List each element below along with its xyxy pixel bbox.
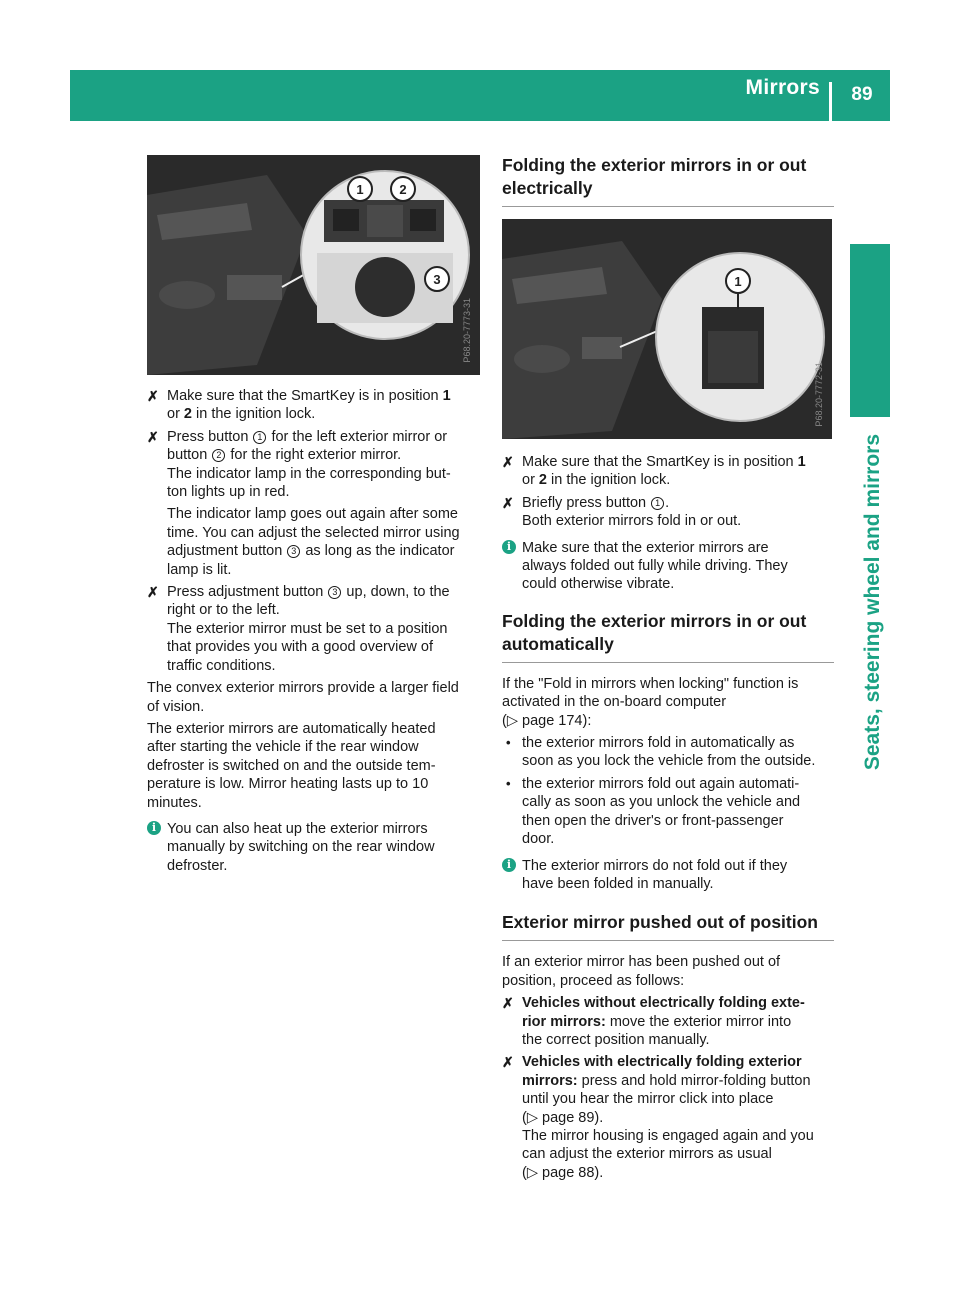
- bullet-icon: •: [506, 775, 511, 791]
- svg-text:2: 2: [399, 182, 407, 197]
- section-heading: Exterior mirror pushed out of position: [502, 912, 818, 933]
- page-header-bar: [70, 70, 890, 121]
- section-heading: Folding the exterior mirrors in or out automatically: [502, 610, 807, 654]
- info-icon: i: [147, 821, 161, 835]
- info-icon: i: [502, 540, 516, 554]
- paragraph: If the "Fold in mirrors when locking" function is activated in the on-board computer (▷ page 174):: [502, 675, 799, 729]
- door-controls-illustration: [147, 155, 480, 375]
- left-column: [147, 155, 482, 879]
- bullet-icon: •: [506, 735, 511, 751]
- step-item: ✗ Vehicles without electrically folding exte- rior mirrors: move the exterior mirror into the correct position manually.: [502, 995, 805, 1048]
- paragraph: If an exterior mirror has been pushed out of position, proceed as follows:: [502, 954, 781, 989]
- right-column: [502, 154, 834, 1186]
- info-icon: i: [502, 858, 516, 872]
- callout-3-icon: 3: [287, 545, 300, 558]
- step-item: ✗ Press adjustment button 3 up, down, to the right or to the left. The exterior mirror must be set to a position that provides you with a good overview of traffic conditions.: [147, 584, 450, 674]
- step-item: ✗ Make sure that the SmartKey is in position 1 or 2 in the ignition lock.: [502, 454, 806, 489]
- step-item: ✗ Briefly press button 1 . Both exterior mirrors fold in or out.: [502, 494, 742, 530]
- paragraph: The exterior mirrors are automatically heated after starting the vehicle if the rear window defroster is switched on and the outside tem- perature is low. Mirror heating lasts up to 10 minutes.: [147, 720, 436, 811]
- chapter-label: Seats, steering wheel and mirrors: [861, 434, 884, 771]
- step-arrow-icon: ✗: [502, 454, 514, 470]
- step-item: ✗ Vehicles with electrically folding exterior mirrors: press and hold mirror-folding button until you hear the mirror click into place (▷ page 89). The mirror housing is engaged again and you can adjust the exterior mirrors as usual (▷ page 88).: [502, 1054, 814, 1181]
- section-title: Mirrors: [745, 76, 820, 99]
- paragraph: The convex exterior mirrors provide a larger field of vision.: [147, 680, 459, 715]
- svg-text:1: 1: [734, 274, 742, 289]
- section-heading: Folding the exterior mirrors in or out electrically: [502, 155, 807, 198]
- callout-3-icon: 3: [328, 586, 341, 599]
- step-continuation: The indicator lamp goes out again after some time. You can adjust the selected mirror using adjustment button 3 as long as the indicator lamp is lit.: [167, 506, 460, 578]
- bullet-item: • the exterior mirrors fold out again automati- cally as soon as you unlock the vehicle and then open the driver's or front-passenger door.: [506, 775, 801, 848]
- callout-1-icon: 1: [253, 431, 266, 444]
- step-item: ✗ Make sure that the SmartKey is in position 1 or 2 in the ignition lock.: [147, 388, 451, 423]
- mirror-controls-figure: [147, 155, 480, 375]
- bullet-item: • the exterior mirrors fold in automatically as soon as you lock the vehicle from the outside.: [506, 735, 816, 770]
- header-divider: [829, 82, 832, 121]
- heading-rule: [502, 206, 834, 207]
- info-note: i Make sure that the exterior mirrors are always folded out fully while driving. They could otherwise vibrate.: [502, 539, 834, 594]
- figure-code: P68.20-7773-31: [461, 298, 472, 363]
- info-note: i The exterior mirrors do not fold out if they have been folded in manually.: [502, 857, 834, 894]
- callout-1-icon: 1: [651, 497, 664, 510]
- mirror-fold-figure: [502, 219, 832, 439]
- step-arrow-icon: ✗: [502, 494, 514, 511]
- heading-rule: [502, 662, 834, 663]
- step-arrow-icon: ✗: [147, 584, 159, 601]
- info-note: i You can also heat up the exterior mirrors manually by switching on the rear window defroster.: [147, 820, 482, 875]
- step-arrow-icon: ✗: [147, 388, 159, 404]
- step-arrow-icon: ✗: [147, 428, 159, 445]
- figure-code: P68.20-7772-31: [813, 362, 824, 427]
- callout-2-icon: 2: [212, 449, 225, 462]
- step-arrow-icon: ✗: [502, 995, 514, 1012]
- heading-rule: [502, 940, 834, 941]
- page-number: 89: [851, 84, 873, 105]
- chapter-tab: [850, 244, 890, 417]
- step-item: ✗ Press button 1 for the left exterior mirror or button 2 for the right exterior mirror. The indicator lamp in the corresponding but- ton lights up in red.: [147, 428, 451, 501]
- fold-button-illustration: [502, 219, 832, 439]
- step-arrow-icon: ✗: [502, 1054, 514, 1071]
- svg-text:3: 3: [433, 272, 441, 287]
- svg-text:1: 1: [356, 182, 364, 197]
